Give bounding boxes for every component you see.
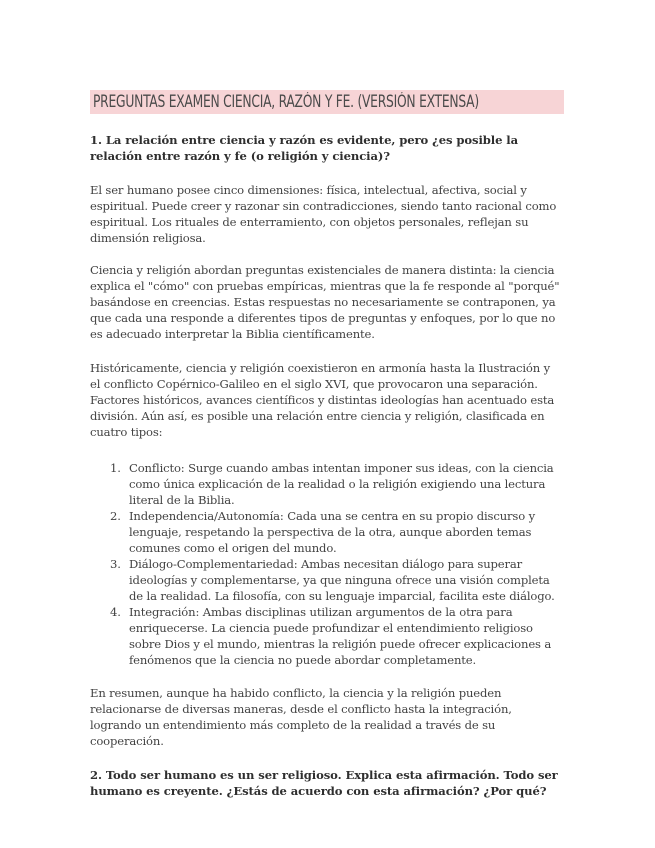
list-item xyxy=(90,604,560,668)
list-item-text: Independencia/Autonomía: Cada una se centra en su propio discurso y lenguaje, respetando la perspectiva de la otra, aunque aborden temas comunes como el origen del mundo. xyxy=(129,509,535,555)
page-title: PREGUNTAS EXAMEN CIENCIA, RAZÓN Y FE. (VERSIÓN EXTENSA) xyxy=(93,92,479,111)
paragraph-3: Históricamente, ciencia y religión coexistieron en armonía hasta la Ilustración y el conflicto Copérnico-Galileo en el siglo XVI, que provocaron una separación. Factores históricos, avances científicos y distintas ideologías han acentuado esta división. Aún así, es posible una relación entre ciencia y religión, clasificada en cuatro tipos: xyxy=(90,361,555,439)
list-item xyxy=(90,556,560,604)
list-item-text: Diálogo-Complementariedad: Ambas necesitan diálogo para superar ideologías y complementarse, ya que ninguna ofrece una visión completa de la realidad. La filosofía, con su lenguaje imparcial, facilita este diálogo. xyxy=(129,557,555,603)
list-item xyxy=(90,460,560,508)
paragraph-1: El ser humano posee cinco dimensiones: física, intelectual, afectiva, social y espiritual. Puede creer y razonar sin contradicciones, siendo tanto racional como espiritual. Los rituales de enterramiento, con objetos personales, reflejan su dimensión religiosa. xyxy=(90,183,557,245)
question-1: 1. La relación entre ciencia y razón es evidente, pero ¿es posible la relación entre razón y fe (o religión y ciencia)? xyxy=(90,133,519,163)
relation-types-list xyxy=(90,460,560,668)
list-item xyxy=(90,508,560,556)
list-item-text: Conflicto: Surge cuando ambas intentan imponer sus ideas, con la ciencia como única explicación de la realidad o la religión exigiendo una lectura literal de la Biblia. xyxy=(129,461,554,507)
question-2: 2. Todo ser humano es un ser religioso. Explica esta afirmación. Todo ser humano es creyente. ¿Estás de acuerdo con esta afirmación? ¿Por qué? xyxy=(90,768,558,798)
paragraph-2: Ciencia y religión abordan preguntas existenciales de manera distinta: la ciencia explica el "cómo" con pruebas empíricas, mientras que la fe responde al "porqué" basándose en creencias. Estas respuestas no necesariamente se contraponen, ya que cada una responde a diferentes tipos de preguntas y enfoques, por lo que no es adecuado interpretar la Biblia científicamente. xyxy=(90,263,560,341)
list-item-number: 1. xyxy=(110,461,121,475)
list-item-number: 2. xyxy=(110,509,121,523)
list-item-number: 4. xyxy=(110,605,121,619)
list-item-text: Integración: Ambas disciplinas utilizan argumentos de la otra para enriquecerse. La ciencia puede profundizar el entendimiento religioso sobre Dios y el mundo, mientras la religión puede ofrecer explicaciones a fenómenos que la ciencia no puede abordar completamente. xyxy=(129,605,552,667)
summary-paragraph: En resumen, aunque ha habido conflicto, la ciencia y la religión pueden relacionarse de diversas maneras, desde el conflicto hasta la integración, logrando un entendimiento más completo de la realidad a través de su cooperación. xyxy=(90,686,512,748)
list-item-number: 3. xyxy=(110,557,121,571)
document-body xyxy=(90,132,560,799)
title-highlight xyxy=(90,90,564,114)
